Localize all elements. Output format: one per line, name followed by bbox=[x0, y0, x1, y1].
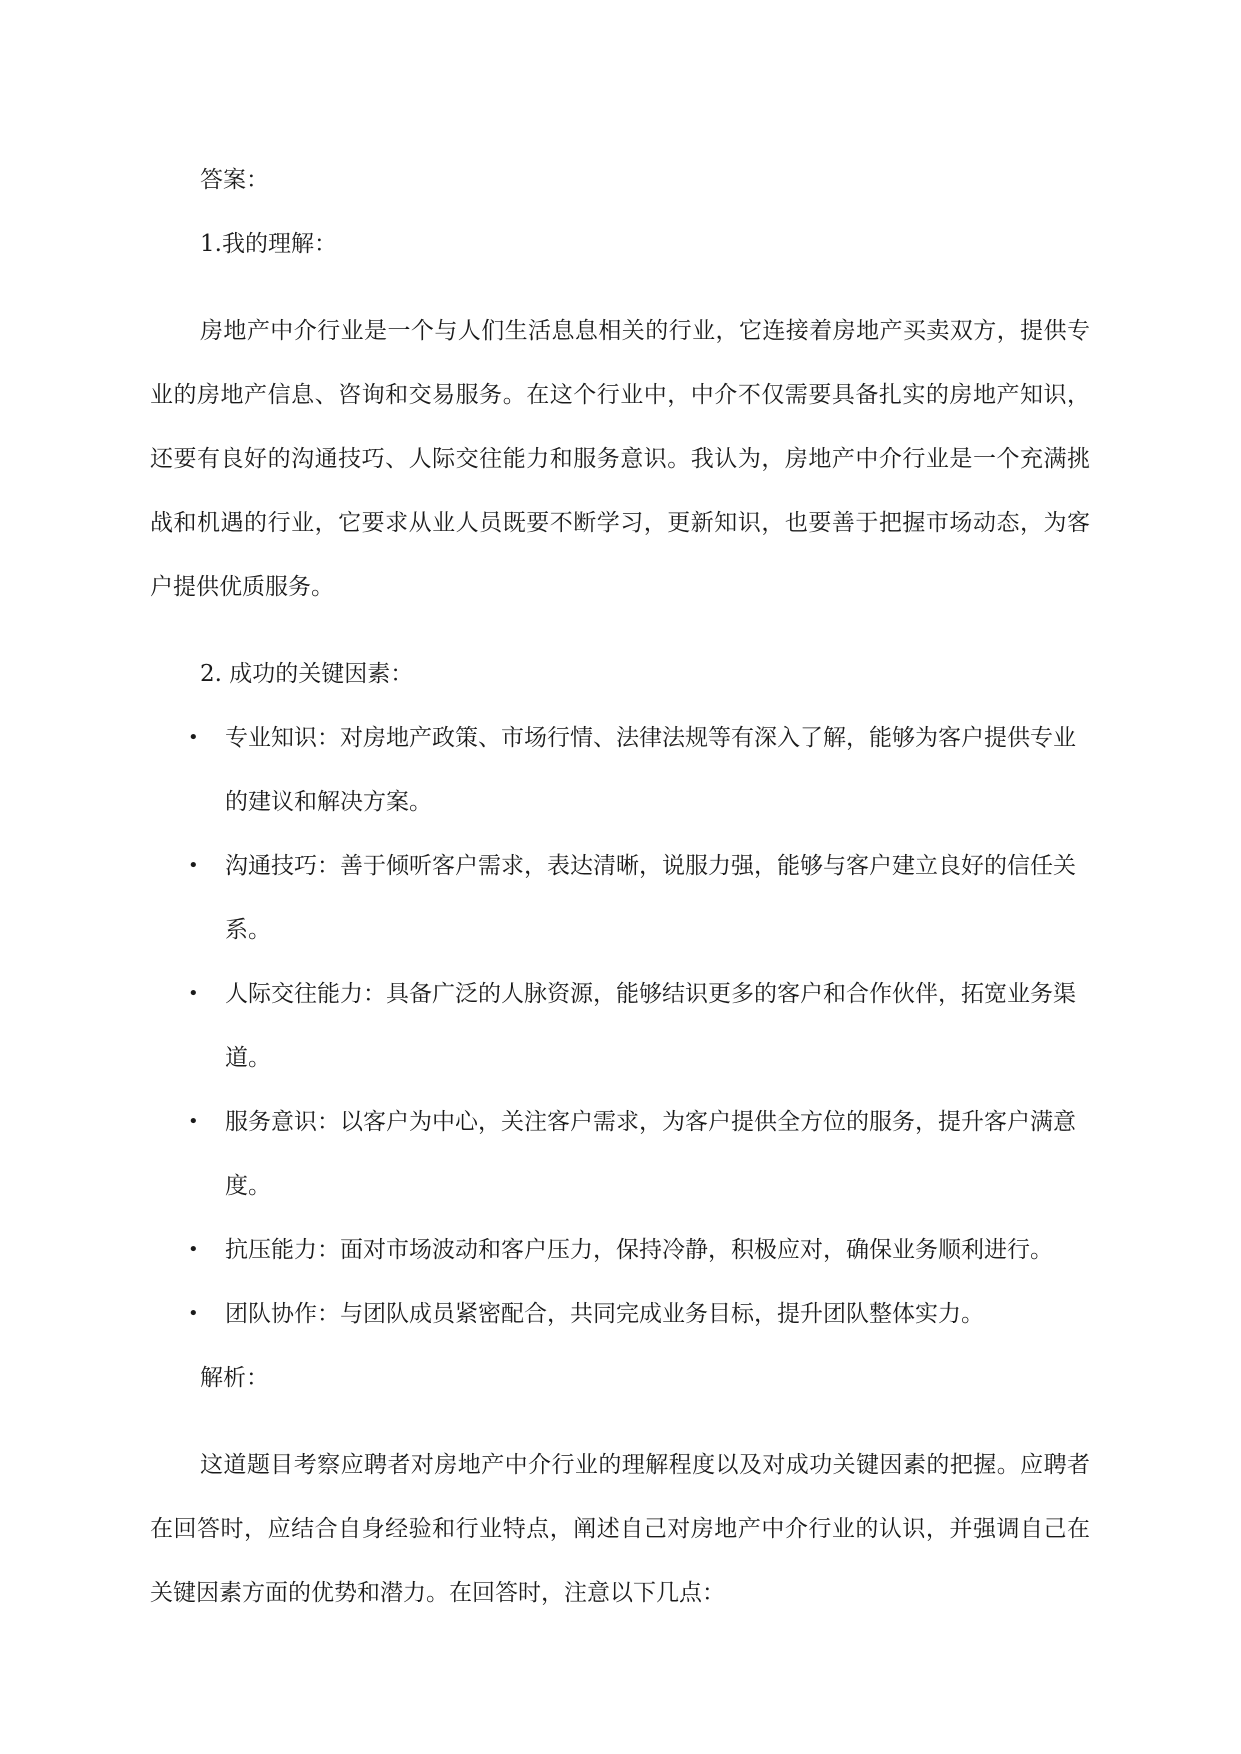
analysis-paragraph: 这道题目考察应聘者对房地产中介行业的理解程度以及对成功关键因素的把握。应聘者在回答时，应结合自身经验和行业特点，阐述自己对房地产中介行业的认识，并强调自己在关键因素方面的优势和潜力。在回答时，注意以下几点： bbox=[150, 1452, 1090, 1606]
bullet-icon: • bbox=[188, 983, 199, 1004]
list-item bbox=[150, 1218, 1090, 1282]
list-item bbox=[150, 834, 1090, 962]
list-item-text: 服务意识：以客户为中心，关注客户需求，为客户提供全方位的服务，提升客户满意度。 bbox=[225, 1109, 1076, 1199]
answer-heading: 答案： bbox=[200, 167, 269, 193]
list-item-text: 专业知识：对房地产政策、市场行情、法律法规等有深入了解，能够为客户提供专业的建议和解决方案。 bbox=[225, 725, 1076, 815]
list-item-text: 人际交往能力：具备广泛的人脉资源，能够结识更多的客户和合作伙伴，拓宽业务渠道。 bbox=[225, 981, 1076, 1071]
section2-heading: 2. 成功的关键因素： bbox=[200, 661, 414, 687]
list-item bbox=[150, 962, 1090, 1090]
list-item-text: 抗压能力：面对市场波动和客户压力，保持冷静，积极应对，确保业务顺利进行。 bbox=[225, 1237, 1053, 1263]
list-item bbox=[150, 1090, 1090, 1218]
list-item bbox=[150, 1282, 1090, 1346]
list-item bbox=[150, 706, 1090, 834]
bullet-icon: • bbox=[188, 1239, 199, 1260]
bullet-icon: • bbox=[188, 1111, 199, 1132]
section1-paragraph: 房地产中介行业是一个与人们生活息息相关的行业，它连接着房地产买卖双方，提供专业的房地产信息、咨询和交易服务。在这个行业中，中介不仅需要具备扎实的房地产知识，还要有良好的沟通技巧、人际交往能力和服务意识。我认为，房地产中介行业是一个充满挑战和机遇的行业，它要求从业人员既要不断学习，更新知识，也要善于把握市场动态，为客户提供优质服务。 bbox=[150, 318, 1090, 600]
list-item-text: 沟通技巧：善于倾听客户需求，表达清晰，说服力强，能够与客户建立良好的信任关系。 bbox=[225, 853, 1076, 943]
bullet-icon: • bbox=[188, 1303, 199, 1324]
analysis-heading: 解析： bbox=[200, 1365, 269, 1391]
document-body bbox=[150, 148, 1090, 1648]
section1-heading: 1.我的理解： bbox=[200, 231, 337, 257]
bullet-icon: • bbox=[188, 727, 199, 748]
list-item-text: 团队协作：与团队成员紧密配合，共同完成业务目标，提升团队整体实力。 bbox=[225, 1301, 984, 1327]
bullet-icon: • bbox=[188, 855, 199, 876]
key-factors-list bbox=[150, 706, 1090, 1346]
